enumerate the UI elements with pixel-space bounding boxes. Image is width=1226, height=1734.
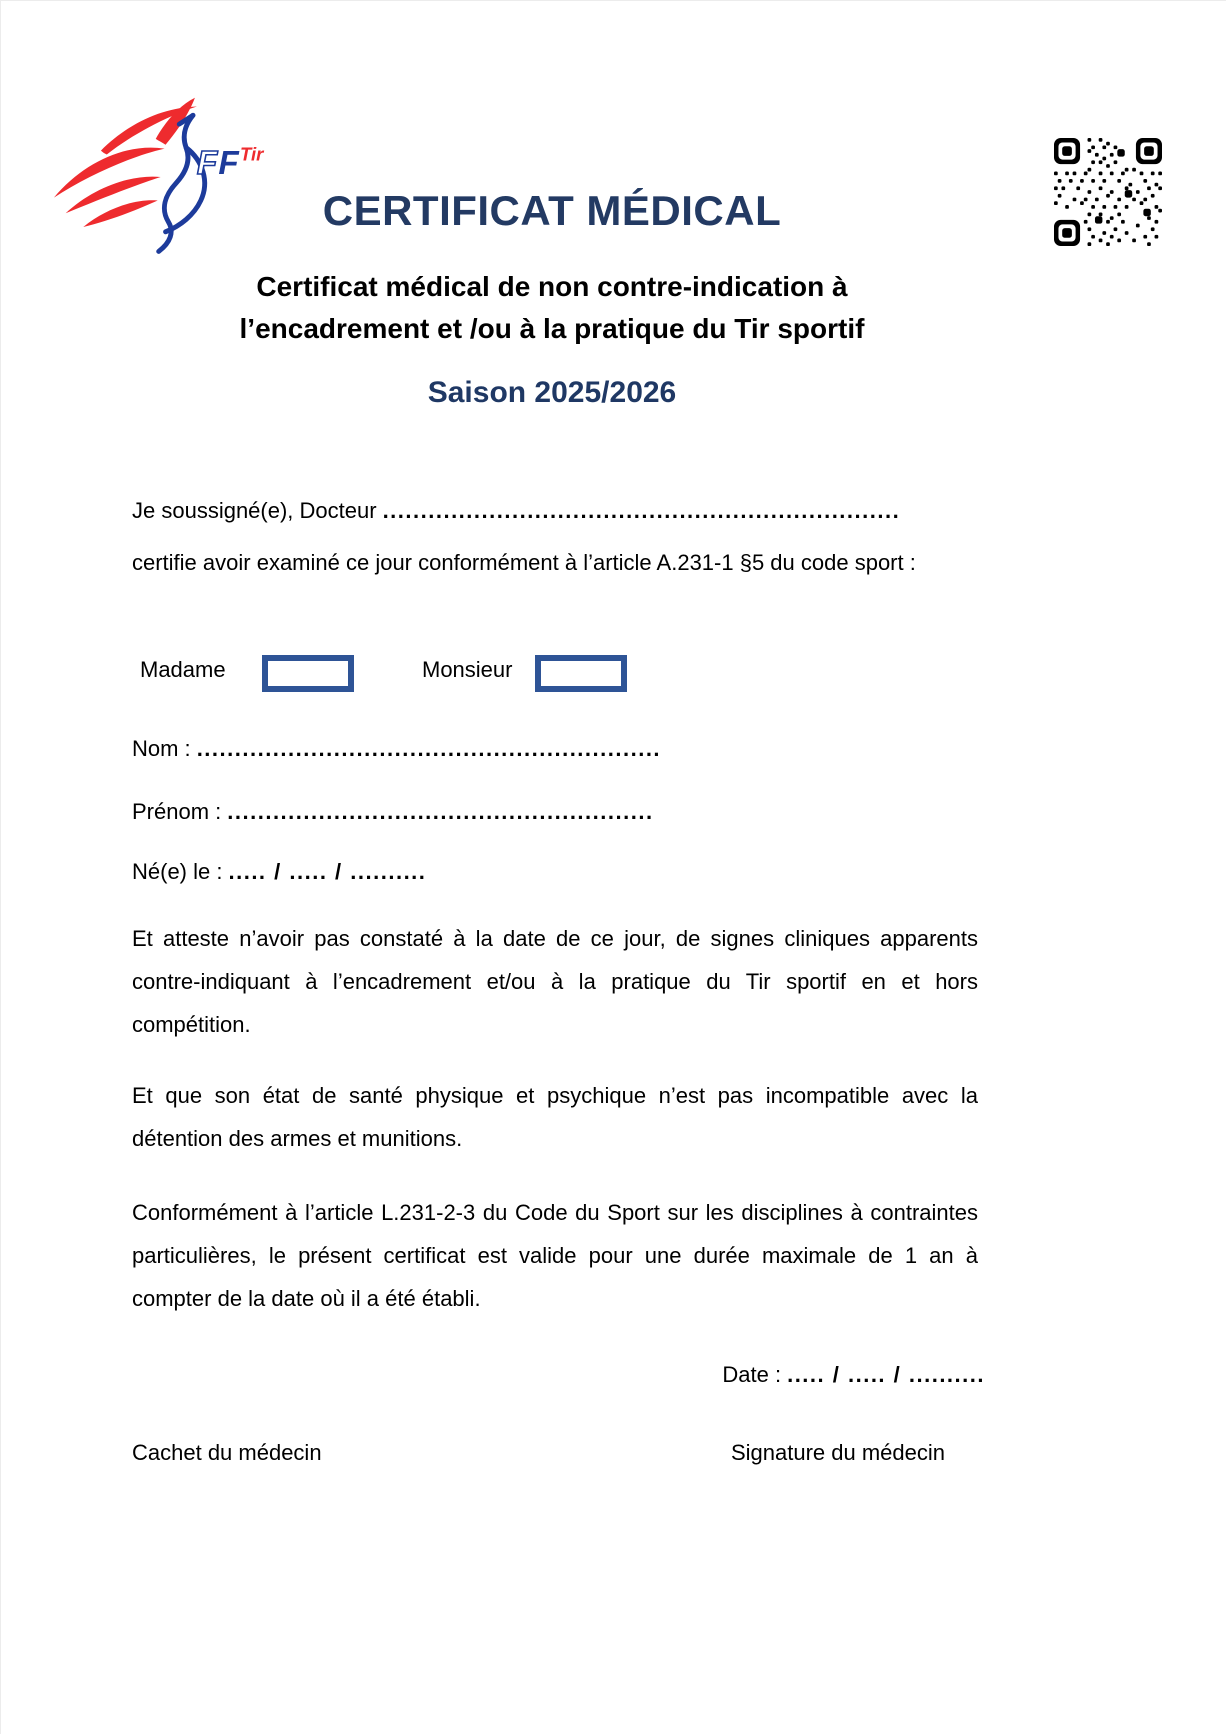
rooster-crest — [101, 98, 197, 155]
nom-label: Nom : — [132, 736, 191, 761]
attestation-paragraph: Et atteste n’avoir pas constaté à la date de ce jour, de signes cliniques apparents contre-indiquant à l’encadrement et/ou à la pratique du Tir sportif en et hors compétition. — [132, 926, 978, 1037]
prenom-dotted-field: ........................................................ — [227, 799, 654, 824]
date-line — [132, 1358, 985, 1392]
doctor-stamp-label: Cachet du médecin — [132, 1440, 322, 1465]
health-paragraph: Et que son état de santé physique et psychique n’est pas incompatible avec la détention des armes et munitions. — [132, 1083, 978, 1151]
logo-letter-f1: F — [196, 145, 218, 183]
subtitle — [0, 266, 1104, 350]
birthdate-line — [132, 855, 985, 889]
subtitle-line2: l’encadrement et /ou à la pratique du Tir sportif — [239, 313, 865, 344]
validity-paragraph: Conformément à l’article L.231-2-3 du Code du Sport sur les disciplines à contraintes particulières, le présent certificat est valide pour une durée maximale de 1 an à compter de la date où il a été établi. — [132, 1200, 978, 1311]
monsieur-checkbox[interactable] — [535, 655, 627, 692]
certify-line: certifie avoir examiné ce jour conformément à l’article A.231-1 §5 du code sport : — [132, 550, 916, 575]
fftir-logo — [50, 92, 285, 262]
footer-row — [132, 1436, 945, 1470]
logo-word-tir: Tir — [239, 143, 264, 165]
subtitle-line1: Certificat médical de non contre-indication à — [256, 271, 848, 302]
doctor-dotted-field: .................................................................... — [382, 498, 901, 523]
nom-dotted-field: ............................................................. — [196, 736, 662, 761]
doctor-name-line — [132, 494, 985, 528]
prenom-line — [132, 795, 985, 829]
birthdate-label: Né(e) le : — [132, 859, 223, 884]
season-heading: Saison 2025/2026 — [427, 376, 677, 409]
madame-label: Madame — [140, 657, 226, 682]
birthdate-dotted-field: ..... / ..... / .......... — [228, 859, 427, 884]
nom-line — [132, 732, 985, 766]
madame-checkbox[interactable] — [262, 655, 354, 692]
date-label: Date : — [722, 1362, 782, 1387]
doctor-signature-label: Signature du médecin — [730, 1440, 945, 1465]
doctor-label: Je soussigné(e), Docteur — [132, 498, 377, 523]
page-title: CERTIFICAT MÉDICAL — [322, 187, 782, 234]
monsieur-label: Monsieur — [422, 657, 513, 682]
logo-letter-f2: F — [218, 145, 239, 183]
date-dotted-field: ..... / ..... / .......... — [787, 1362, 985, 1387]
prenom-label: Prénom : — [132, 799, 222, 824]
